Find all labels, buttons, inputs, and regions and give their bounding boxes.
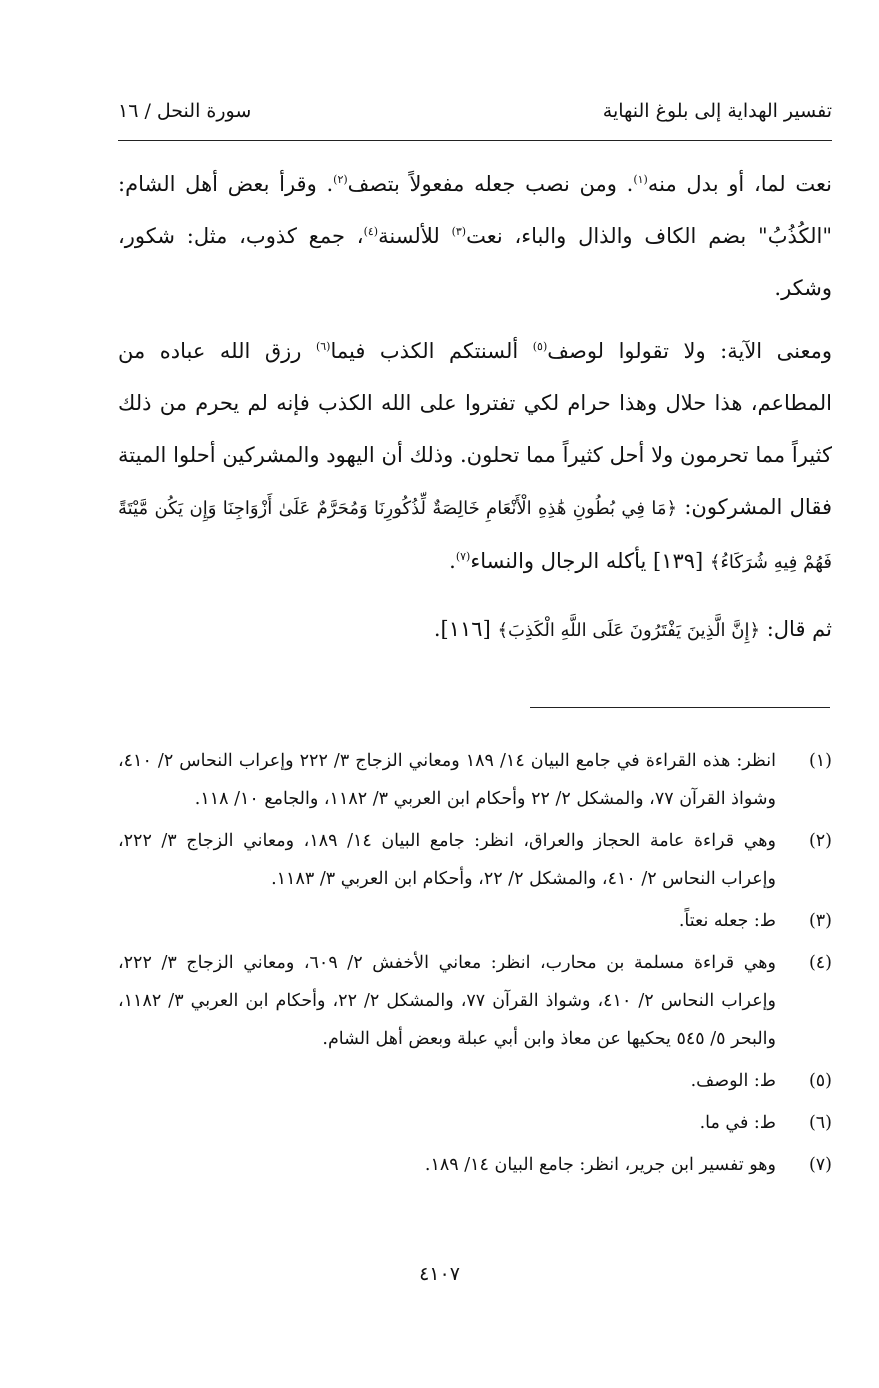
footnote-number: (٣) — [808, 911, 832, 931]
verse-number: [١١٦]. — [433, 617, 498, 641]
footnote-ref-4[interactable]: (٤) — [363, 225, 379, 238]
footnote-4 — [118, 944, 832, 1058]
paragraph-2 — [118, 325, 832, 589]
text-run: ثم قال: — [760, 617, 832, 641]
footnote-ref-6[interactable]: (٦) — [315, 340, 331, 353]
quran-verse: ﴿إِنَّ الَّذِينَ يَفْتَرُونَ عَلَى اللَّهِ الْكَذِبَ﴾ — [497, 620, 761, 641]
footnote-1 — [118, 742, 832, 818]
footnote-5 — [118, 1062, 832, 1100]
footnote-ref-1[interactable]: (١) — [633, 173, 648, 186]
running-header — [118, 98, 832, 132]
footnote-text: انظر: هذه القراءة في جامع البيان ١٤/ ١٨٩ ومعاني الزجاج ٣/ ٢٢٢ وإعراب النحاس ٢/ ٤١٠، وشواذ القرآن ٧٧، والمشكل ٢/ ٢٢ وأحكام ابن العربي ٣/ ١١٨٢، والجامع ١٠/ ١١٨. — [118, 751, 777, 809]
footnote-6 — [118, 1104, 832, 1142]
footnote-text: وهي قراءة مسلمة بن محارب، انظر: معاني الأخفش ٢/ ٦٠٩، ومعاني الزجاج ٣/ ٢٢٢، وإعراب النحاس ٢/ ٤١٠، وشواذ القرآن ٧٧، والمشكل ٢/ ٢٢، وأحكام ابن العربي ٣/ ١١٨٢، والبحر ٥/ ٥٤٥ يحكيها عن معاذ وابن أبي عبلة وبعض أهل الشام. — [118, 953, 776, 1049]
footnote-ref-3[interactable]: (٣) — [451, 225, 467, 238]
footnote-number: (٧) — [808, 1155, 832, 1175]
surah-label: سورة النحل / ١٦ — [118, 100, 252, 122]
page-number: ٤١٠٧ — [419, 1263, 460, 1285]
footnote-number: (٤) — [808, 953, 832, 973]
text-run: للألسنة — [378, 224, 452, 248]
text-run: ومعنى الآية: ولا تقولوا لوصف — [547, 339, 833, 363]
footnote-text: ط: في ما. — [699, 1113, 776, 1133]
footnote-number: (٥) — [808, 1071, 832, 1091]
footnote-number: (١) — [808, 751, 832, 771]
text-run: . — [449, 549, 456, 573]
text-run: ، جمع كذوب، مثل: شكور، وشكر. — [118, 224, 832, 300]
footnote-text: وهو تفسير ابن جرير، انظر: جامع البيان ١٤/ ١٨٩. — [424, 1155, 776, 1175]
paragraph-1 — [118, 158, 832, 314]
text-run: ألسنتكم الكذب فيما — [330, 339, 533, 363]
footnote-2 — [118, 822, 832, 898]
footnote-ref-5[interactable]: (٥) — [532, 340, 548, 353]
header-rule — [118, 140, 832, 141]
text-run: . وقرأ بعض أهل الشام: "الكُذُبُ" بضم الكاف والذال والباء، نعت — [118, 172, 832, 248]
footnote-text: ط: الوصف. — [690, 1071, 776, 1091]
book-title: تفسير الهداية إلى بلوغ النهاية — [602, 100, 832, 122]
footnote-text: ط: جعله نعتاً. — [678, 911, 776, 931]
verse-number: [١٣٩] — [646, 549, 710, 573]
footnotes — [118, 742, 832, 1188]
paragraph-3 — [118, 603, 832, 657]
footnote-ref-7[interactable]: (٧) — [455, 550, 471, 563]
footnote-3 — [118, 902, 832, 940]
footnote-number: (٢) — [808, 831, 832, 851]
footnote-ref-2[interactable]: (٢) — [333, 173, 348, 186]
footnote-number: (٦) — [808, 1113, 832, 1133]
main-text — [118, 158, 832, 657]
text-run: رزق الله عباده من المطاعم، هذا حلال وهذا حرام لكي تفتروا على الله الكذب فإنه لم يحرم من ذلك كثيراً مما تحرمون ولا أحل كثيراً مما تحلون. وذلك أن اليهود والمشركين أحلوا الميتة فقال المشركون: — [118, 339, 832, 519]
quran-verse: ﴿مَا فِي بُطُونِ هَٰذِهِ الْأَنْعَامِ خَالِصَةٌ لِّذُكُورِنَا وَمُحَرَّمٌ عَلَىٰ أَزْوَاجِنَا وَإِن يَكُن مَّيْتَةً فَهُمْ فِيهِ شُرَكَاءُ﴾ — [118, 498, 832, 573]
text-run: . ومن نصب جعله مفعولاً بتصف — [347, 172, 634, 196]
footnote-separator — [530, 707, 830, 708]
footnote-text: وهي قراءة عامة الحجاز والعراق، انظر: جامع البيان ١٤/ ١٨٩، ومعاني الزجاج ٣/ ٢٢٢، وإعراب النحاس ٢/ ٤١٠، والمشكل ٢/ ٢٢، وأحكام ابن العربي ٣/ ١١٨٣. — [118, 831, 776, 889]
text-run: نعت لما، أو بدل منه — [647, 172, 833, 196]
footnote-7 — [118, 1146, 832, 1184]
text-run: يأكله الرجال والنساء — [470, 549, 647, 573]
